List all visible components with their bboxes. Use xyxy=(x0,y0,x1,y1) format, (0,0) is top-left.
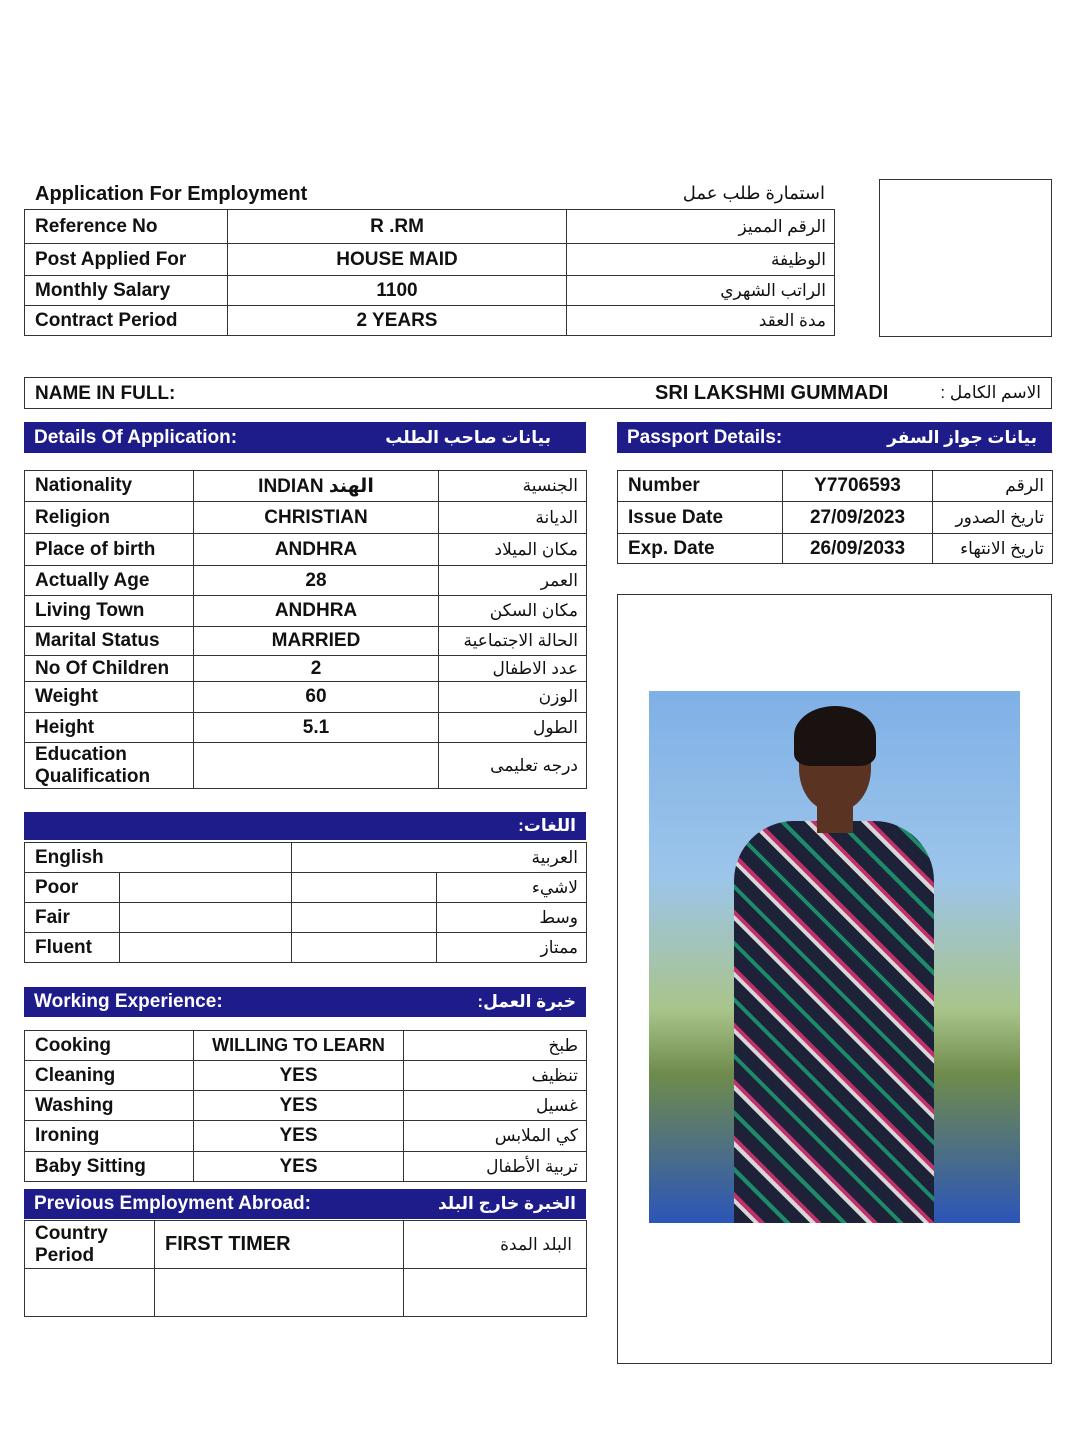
level-label-ar: وسط xyxy=(437,903,587,933)
passport-label: Number xyxy=(618,471,783,502)
contract-value: 2 YEARS xyxy=(228,306,567,336)
skill-label: Washing xyxy=(25,1091,194,1121)
skill-label: Cooking xyxy=(25,1031,194,1061)
form-title-en: Application For Employment xyxy=(35,183,308,205)
table-row xyxy=(25,873,587,903)
detail-label: Living Town xyxy=(25,596,194,627)
passport-label: Exp. Date xyxy=(618,534,783,564)
languages-table xyxy=(24,842,587,963)
table-row xyxy=(25,1152,587,1182)
languages-title-ar: اللغات: xyxy=(518,816,576,835)
table-row xyxy=(25,1031,587,1061)
experience-title-ar: خبرة العمل: xyxy=(477,992,576,1011)
previous-employment-header xyxy=(24,1189,586,1219)
detail-value: INDIAN الهند xyxy=(194,471,439,502)
passport-label-ar: تاريخ الصدور xyxy=(933,502,1053,534)
table-row xyxy=(25,843,587,873)
table-row xyxy=(25,903,587,933)
level-label-ar: لاشيء xyxy=(437,873,587,903)
table-row xyxy=(25,933,587,963)
passport-label-ar: الرقم xyxy=(933,471,1053,502)
details-title-en: Details Of Application: xyxy=(34,426,238,448)
reference-value: R .RM xyxy=(228,210,567,244)
table-row xyxy=(25,1061,587,1091)
table-row xyxy=(25,1221,587,1269)
table-row xyxy=(25,566,587,596)
previous-title-en: Previous Employment Abroad: xyxy=(34,1193,311,1214)
skill-label: Ironing xyxy=(25,1121,194,1152)
experience-title-en: Working Experience: xyxy=(34,991,223,1012)
passport-title-ar: بيانات جواز السفر xyxy=(887,427,1037,447)
detail-label-ar: العمر xyxy=(439,566,587,596)
reference-label: Reference No xyxy=(25,210,228,244)
level-english-cell xyxy=(120,903,292,933)
skill-value: YES xyxy=(194,1091,404,1121)
full-name-value: SRI LAKSHMI GUMMADI xyxy=(655,382,889,404)
detail-value: 28 xyxy=(194,566,439,596)
name-label-ar: الاسم الكامل : xyxy=(940,383,1041,402)
details-title-ar: بيانات صاحب الطلب xyxy=(385,427,551,447)
small-photo-box xyxy=(879,179,1052,337)
skill-label-ar: تربية الأطفال xyxy=(404,1152,587,1182)
details-table xyxy=(24,470,587,789)
empty-cell xyxy=(155,1269,404,1317)
reference-label-ar: الرقم المميز xyxy=(567,210,835,244)
skill-label-ar: كي الملابس xyxy=(404,1121,587,1152)
detail-label-ar: مكان السكن xyxy=(439,596,587,627)
level-arabic-cell xyxy=(292,873,437,903)
passport-table xyxy=(617,470,1053,564)
language-english-label: English xyxy=(25,843,292,873)
contract-label-ar: مدة العقد xyxy=(567,306,835,336)
skill-value: YES xyxy=(194,1152,404,1182)
table-row xyxy=(25,713,587,743)
salary-value: 1100 xyxy=(228,276,567,306)
contract-label: Contract Period xyxy=(25,306,228,336)
level-label-ar: ممتاز xyxy=(437,933,587,963)
table-row xyxy=(25,276,835,306)
post-label: Post Applied For xyxy=(25,244,228,276)
skill-label: Cleaning xyxy=(25,1061,194,1091)
level-label: Fluent xyxy=(25,933,120,963)
skill-value: YES xyxy=(194,1061,404,1091)
skill-label-ar: طبخ xyxy=(404,1031,587,1061)
detail-label-ar: الحالة الاجتماعية xyxy=(439,627,587,656)
table-row xyxy=(25,306,835,336)
skill-label-ar: تنظيف xyxy=(404,1061,587,1091)
level-label: Poor xyxy=(25,873,120,903)
exp-date-value: 26/09/2033 xyxy=(783,534,933,564)
detail-label: Height xyxy=(25,713,194,743)
country-period-value: FIRST TIMER xyxy=(155,1221,404,1269)
detail-label-ar: الوزن xyxy=(439,682,587,713)
previous-title-ar: الخبرة خارج البلد xyxy=(437,1194,576,1213)
level-label: Fair xyxy=(25,903,120,933)
table-row xyxy=(618,471,1053,502)
skill-label: Baby Sitting xyxy=(25,1152,194,1182)
applicant-photo xyxy=(649,691,1020,1223)
previous-employment-table xyxy=(24,1220,587,1317)
detail-label: Actually Age xyxy=(25,566,194,596)
detail-value xyxy=(194,743,439,789)
name-row xyxy=(24,377,1052,409)
table-row xyxy=(25,596,587,627)
detail-value: 5.1 xyxy=(194,713,439,743)
detail-label: Education Qualification xyxy=(25,743,194,789)
level-arabic-cell xyxy=(292,903,437,933)
passport-title-en: Passport Details: xyxy=(627,426,783,448)
issue-date-value: 27/09/2023 xyxy=(783,502,933,534)
detail-label: Nationality xyxy=(25,471,194,502)
detail-label: Place of birth xyxy=(25,534,194,566)
detail-label-ar: درجه تعليمى xyxy=(439,743,587,789)
table-row xyxy=(618,502,1053,534)
detail-value: MARRIED xyxy=(194,627,439,656)
salary-label-ar: الراتب الشهري xyxy=(567,276,835,306)
table-row xyxy=(25,682,587,713)
table-row xyxy=(25,534,587,566)
level-arabic-cell xyxy=(292,933,437,963)
detail-value: CHRISTIAN xyxy=(194,502,439,534)
salary-label: Monthly Salary xyxy=(25,276,228,306)
language-arabic-label: العربية xyxy=(292,843,587,873)
table-row xyxy=(25,1121,587,1152)
detail-label: No Of Children xyxy=(25,656,194,682)
level-english-cell xyxy=(120,873,292,903)
passport-number-value: Y7706593 xyxy=(783,471,933,502)
post-label-ar: الوظيفة xyxy=(567,244,835,276)
detail-value: 60 xyxy=(194,682,439,713)
post-value: HOUSE MAID xyxy=(228,244,567,276)
skill-value: WILLING TO LEARN xyxy=(194,1031,404,1061)
details-section-header xyxy=(24,422,586,453)
detail-value: ANDHRA xyxy=(194,596,439,627)
level-english-cell xyxy=(120,933,292,963)
table-row xyxy=(25,627,587,656)
table-row xyxy=(25,502,587,534)
detail-label-ar: عدد الاطفال xyxy=(439,656,587,682)
table-row xyxy=(618,534,1053,564)
detail-label-ar: مكان الميلاد xyxy=(439,534,587,566)
skill-value: YES xyxy=(194,1121,404,1152)
detail-value: 2 xyxy=(194,656,439,682)
form-title-ar: استمارة طلب عمل xyxy=(682,183,825,203)
detail-label: Weight xyxy=(25,682,194,713)
passport-label: Issue Date xyxy=(618,502,783,534)
empty-cell xyxy=(25,1269,155,1317)
table-row xyxy=(25,471,587,502)
table-row xyxy=(25,1091,587,1121)
country-period-label: Country Period xyxy=(25,1221,155,1269)
passport-section-header xyxy=(617,422,1052,453)
detail-label-ar: الجنسية xyxy=(439,471,587,502)
table-row xyxy=(25,210,835,244)
table-row xyxy=(25,1269,587,1317)
detail-label-ar: الديانة xyxy=(439,502,587,534)
experience-table xyxy=(24,1030,587,1182)
languages-section-header xyxy=(24,812,586,840)
skill-label-ar: غسيل xyxy=(404,1091,587,1121)
detail-label: Religion xyxy=(25,502,194,534)
table-row xyxy=(25,743,587,789)
empty-cell xyxy=(404,1269,587,1317)
table-row xyxy=(25,244,835,276)
name-label: NAME IN FULL: xyxy=(35,383,176,404)
passport-label-ar: تاريخ الانتهاء xyxy=(933,534,1053,564)
detail-label: Marital Status xyxy=(25,627,194,656)
experience-section-header xyxy=(24,987,586,1017)
country-period-label-ar: البلد المدة xyxy=(404,1221,587,1269)
detail-value: ANDHRA xyxy=(194,534,439,566)
top-info-table xyxy=(24,209,835,336)
table-row xyxy=(25,656,587,682)
detail-label-ar: الطول xyxy=(439,713,587,743)
